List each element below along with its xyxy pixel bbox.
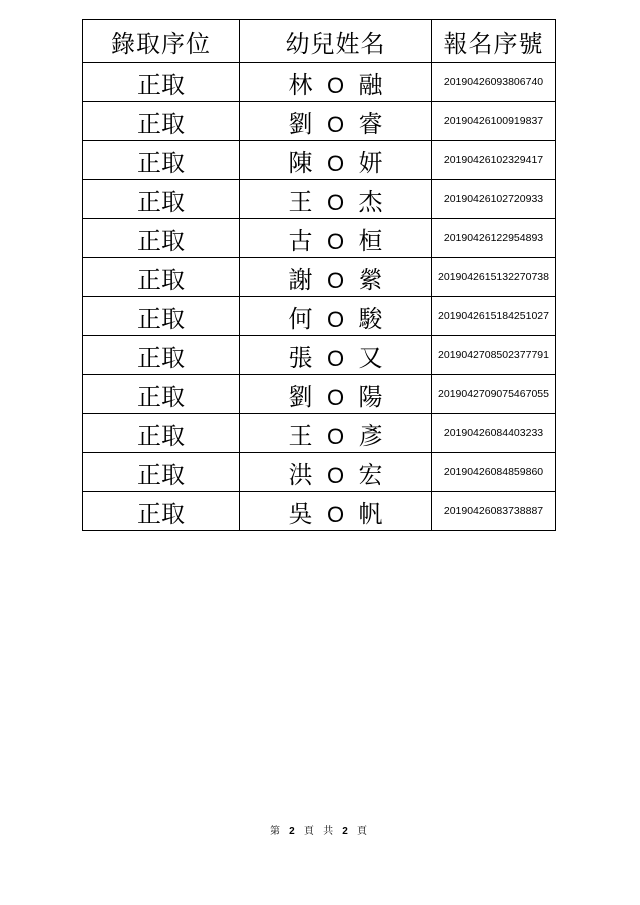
admission-status: 正取 [83,414,240,453]
table-row [83,180,556,219]
masked-char: O [326,306,345,332]
masked-char: O [326,501,345,527]
child-name [240,297,432,336]
footer-prefix: 第 [269,826,283,837]
registration-number: 20190426100919837 [432,102,556,141]
masked-char: O [326,189,345,215]
given-name: 桓 [358,226,383,255]
child-name [240,258,432,297]
surname: 吳 [288,499,313,528]
surname: 王 [288,187,313,216]
admission-table [82,19,556,531]
child-name [240,375,432,414]
table-row [83,492,556,531]
registration-number: 20190426093806740 [432,63,556,102]
table-row [83,141,556,180]
masked-char: O [326,228,345,254]
masked-char: O [326,423,345,449]
admission-status: 正取 [83,492,240,531]
header-registration-number: 報名序號 [432,20,556,63]
child-name [240,492,432,531]
admission-status: 正取 [83,297,240,336]
table-row [83,219,556,258]
table-row [83,102,556,141]
masked-char: O [326,267,345,293]
total-pages-number: 2 [342,826,351,837]
table-row [83,258,556,297]
header-child-name: 幼兒姓名 [240,20,432,63]
table-row [83,375,556,414]
surname: 張 [288,343,313,372]
registration-number: 20190426102329417 [432,141,556,180]
admission-status: 正取 [83,180,240,219]
child-name [240,219,432,258]
registration-number: 2019042709075467055 [432,375,556,414]
registration-number: 20190426084403233 [432,414,556,453]
surname: 陳 [288,148,313,177]
surname: 林 [288,70,313,99]
admission-status: 正取 [83,141,240,180]
given-name: 縈 [358,265,383,294]
given-name: 融 [358,70,383,99]
given-name: 帆 [358,499,383,528]
given-name: 駿 [358,304,383,333]
child-name [240,336,432,375]
table-row [83,453,556,492]
footer-middle: 頁 共 [303,826,337,837]
registration-number: 20190426084859860 [432,453,556,492]
surname: 王 [288,421,313,450]
surname: 劉 [288,109,313,138]
registration-number: 2019042615132270738 [432,258,556,297]
admission-status: 正取 [83,375,240,414]
page-footer [0,822,640,837]
child-name [240,63,432,102]
child-name [240,180,432,219]
admission-status: 正取 [83,453,240,492]
table-header-row [83,20,556,63]
masked-char: O [326,462,345,488]
surname: 何 [288,304,313,333]
child-name [240,414,432,453]
admission-status: 正取 [83,219,240,258]
registration-number: 2019042708502377791 [432,336,556,375]
given-name: 妍 [358,148,383,177]
given-name: 陽 [358,382,383,411]
masked-char: O [326,111,345,137]
given-name: 睿 [358,109,383,138]
given-name: 宏 [358,460,383,489]
header-admission-order: 錄取序位 [83,20,240,63]
masked-char: O [326,72,345,98]
child-name [240,141,432,180]
given-name: 杰 [358,187,383,216]
footer-suffix: 頁 [357,826,371,837]
given-name: 又 [358,343,383,372]
masked-char: O [326,150,345,176]
table-row [83,297,556,336]
admission-status: 正取 [83,336,240,375]
registration-number: 20190426102720933 [432,180,556,219]
child-name [240,102,432,141]
current-page-number: 2 [289,826,298,837]
masked-char: O [326,345,345,371]
admission-status: 正取 [83,258,240,297]
table-row [83,63,556,102]
child-name [240,453,432,492]
admission-status: 正取 [83,102,240,141]
surname: 洪 [288,460,313,489]
surname: 古 [288,226,313,255]
table-row [83,336,556,375]
registration-number: 2019042615184251027 [432,297,556,336]
registration-number: 20190426083738887 [432,492,556,531]
given-name: 彥 [358,421,383,450]
masked-char: O [326,384,345,410]
registration-number: 20190426122954893 [432,219,556,258]
surname: 劉 [288,382,313,411]
table-row [83,414,556,453]
admission-status: 正取 [83,63,240,102]
surname: 謝 [288,265,313,294]
